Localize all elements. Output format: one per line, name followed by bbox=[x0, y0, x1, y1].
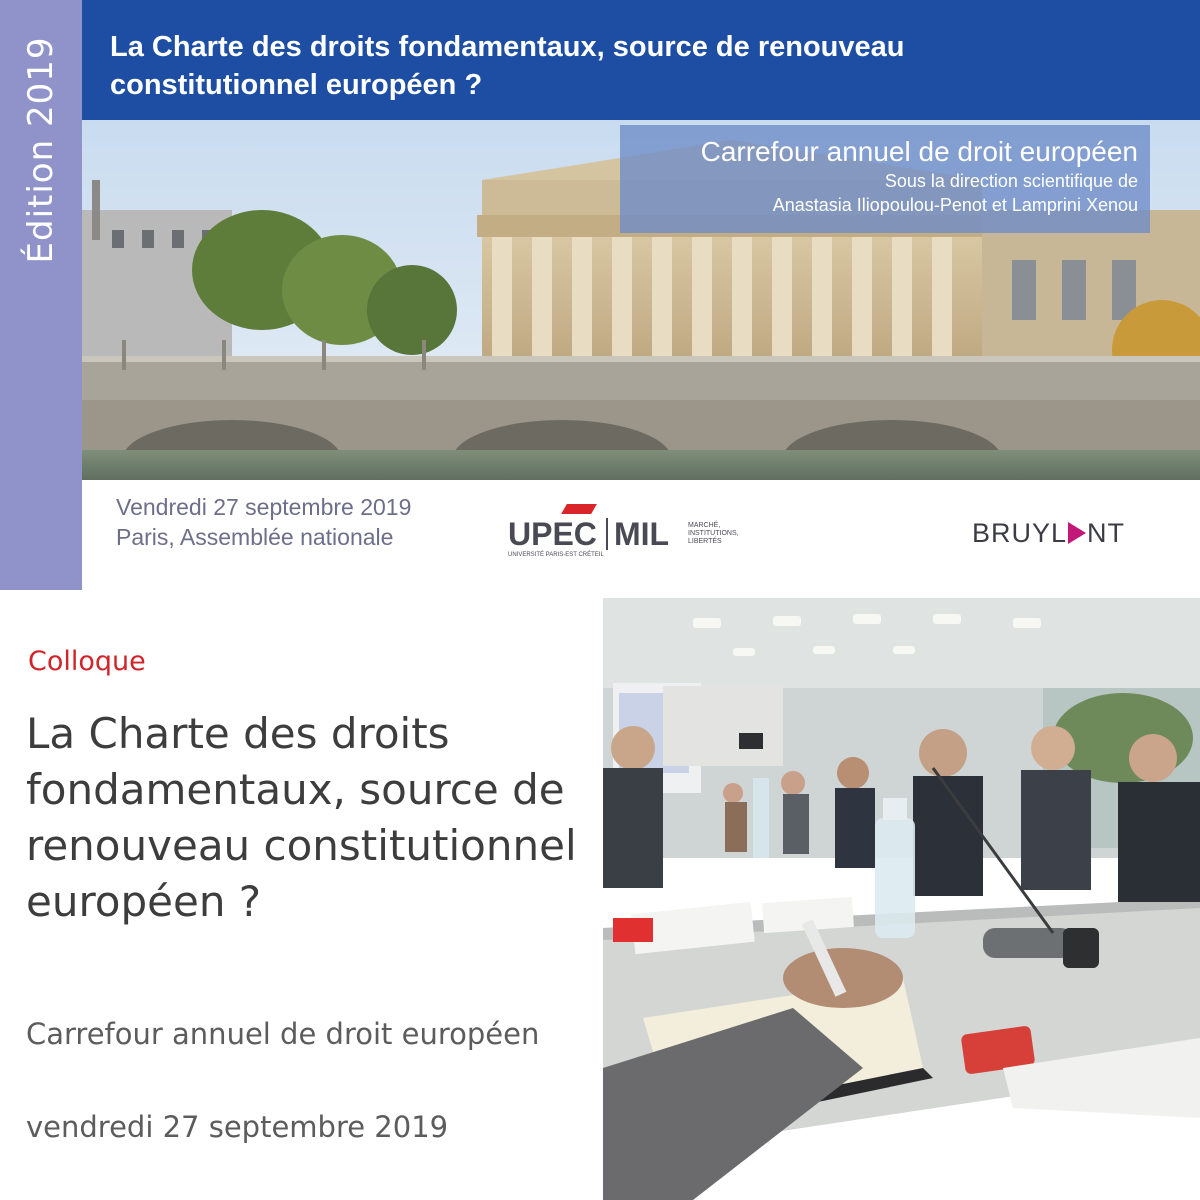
edition-label: Édition 2019 bbox=[21, 36, 61, 264]
upec-mil-logo bbox=[508, 502, 748, 562]
carrefour-overlay bbox=[620, 125, 1150, 233]
event-article bbox=[0, 590, 603, 1200]
logo-separator bbox=[606, 518, 608, 550]
flyer-location: Paris, Assemblée nationale bbox=[116, 524, 394, 550]
bruylant-logo bbox=[972, 518, 1125, 549]
edition-side-band bbox=[0, 0, 82, 590]
article-title[interactable]: La Charte des droits fondamentaux, source de renouveau constitutionnel européen ? bbox=[26, 709, 577, 926]
category-label[interactable]: Colloque bbox=[28, 646, 146, 677]
flyer-title-line-2: constitutionnel européen ? bbox=[110, 69, 483, 101]
mil-logo-text: MIL bbox=[614, 516, 670, 552]
event-flyer bbox=[0, 0, 1200, 590]
bruylant-logo-text-b: NT bbox=[1087, 518, 1126, 548]
bruylant-logo-text-a: BRUYL bbox=[972, 518, 1068, 548]
upec-logo-small-text: UNIVERSITÉ PARIS-EST CRÉTEIL bbox=[508, 552, 604, 558]
flyer-footer bbox=[82, 480, 1200, 582]
bruylant-play-icon bbox=[1068, 522, 1086, 544]
flyer-date: Vendredi 27 septembre 2019 bbox=[116, 494, 412, 520]
article-subtitle: Carrefour annuel de droit européen bbox=[26, 1017, 540, 1051]
overlay-title: Carrefour annuel de droit européen bbox=[700, 136, 1138, 167]
conference-room-photo bbox=[603, 598, 1200, 1200]
flyer-title-line-1: La Charte des droits fondamentaux, source de renouveau bbox=[110, 31, 905, 63]
upec-red-mark bbox=[561, 504, 597, 514]
overlay-subtitle-1: Sous la direction scientifique de bbox=[884, 171, 1138, 191]
article-date: vendredi 27 septembre 2019 bbox=[26, 1110, 449, 1144]
overlay-subtitle-2: Anastasia Iliopoulou-Penot et Lamprini Xenou bbox=[772, 195, 1138, 215]
flyer-title-band bbox=[82, 0, 1200, 120]
mil-logo-small-text: MARCHÉ, INSTITUTIONS, LIBERTÉS bbox=[688, 522, 739, 545]
upec-logo-text: UPEC bbox=[508, 516, 597, 552]
